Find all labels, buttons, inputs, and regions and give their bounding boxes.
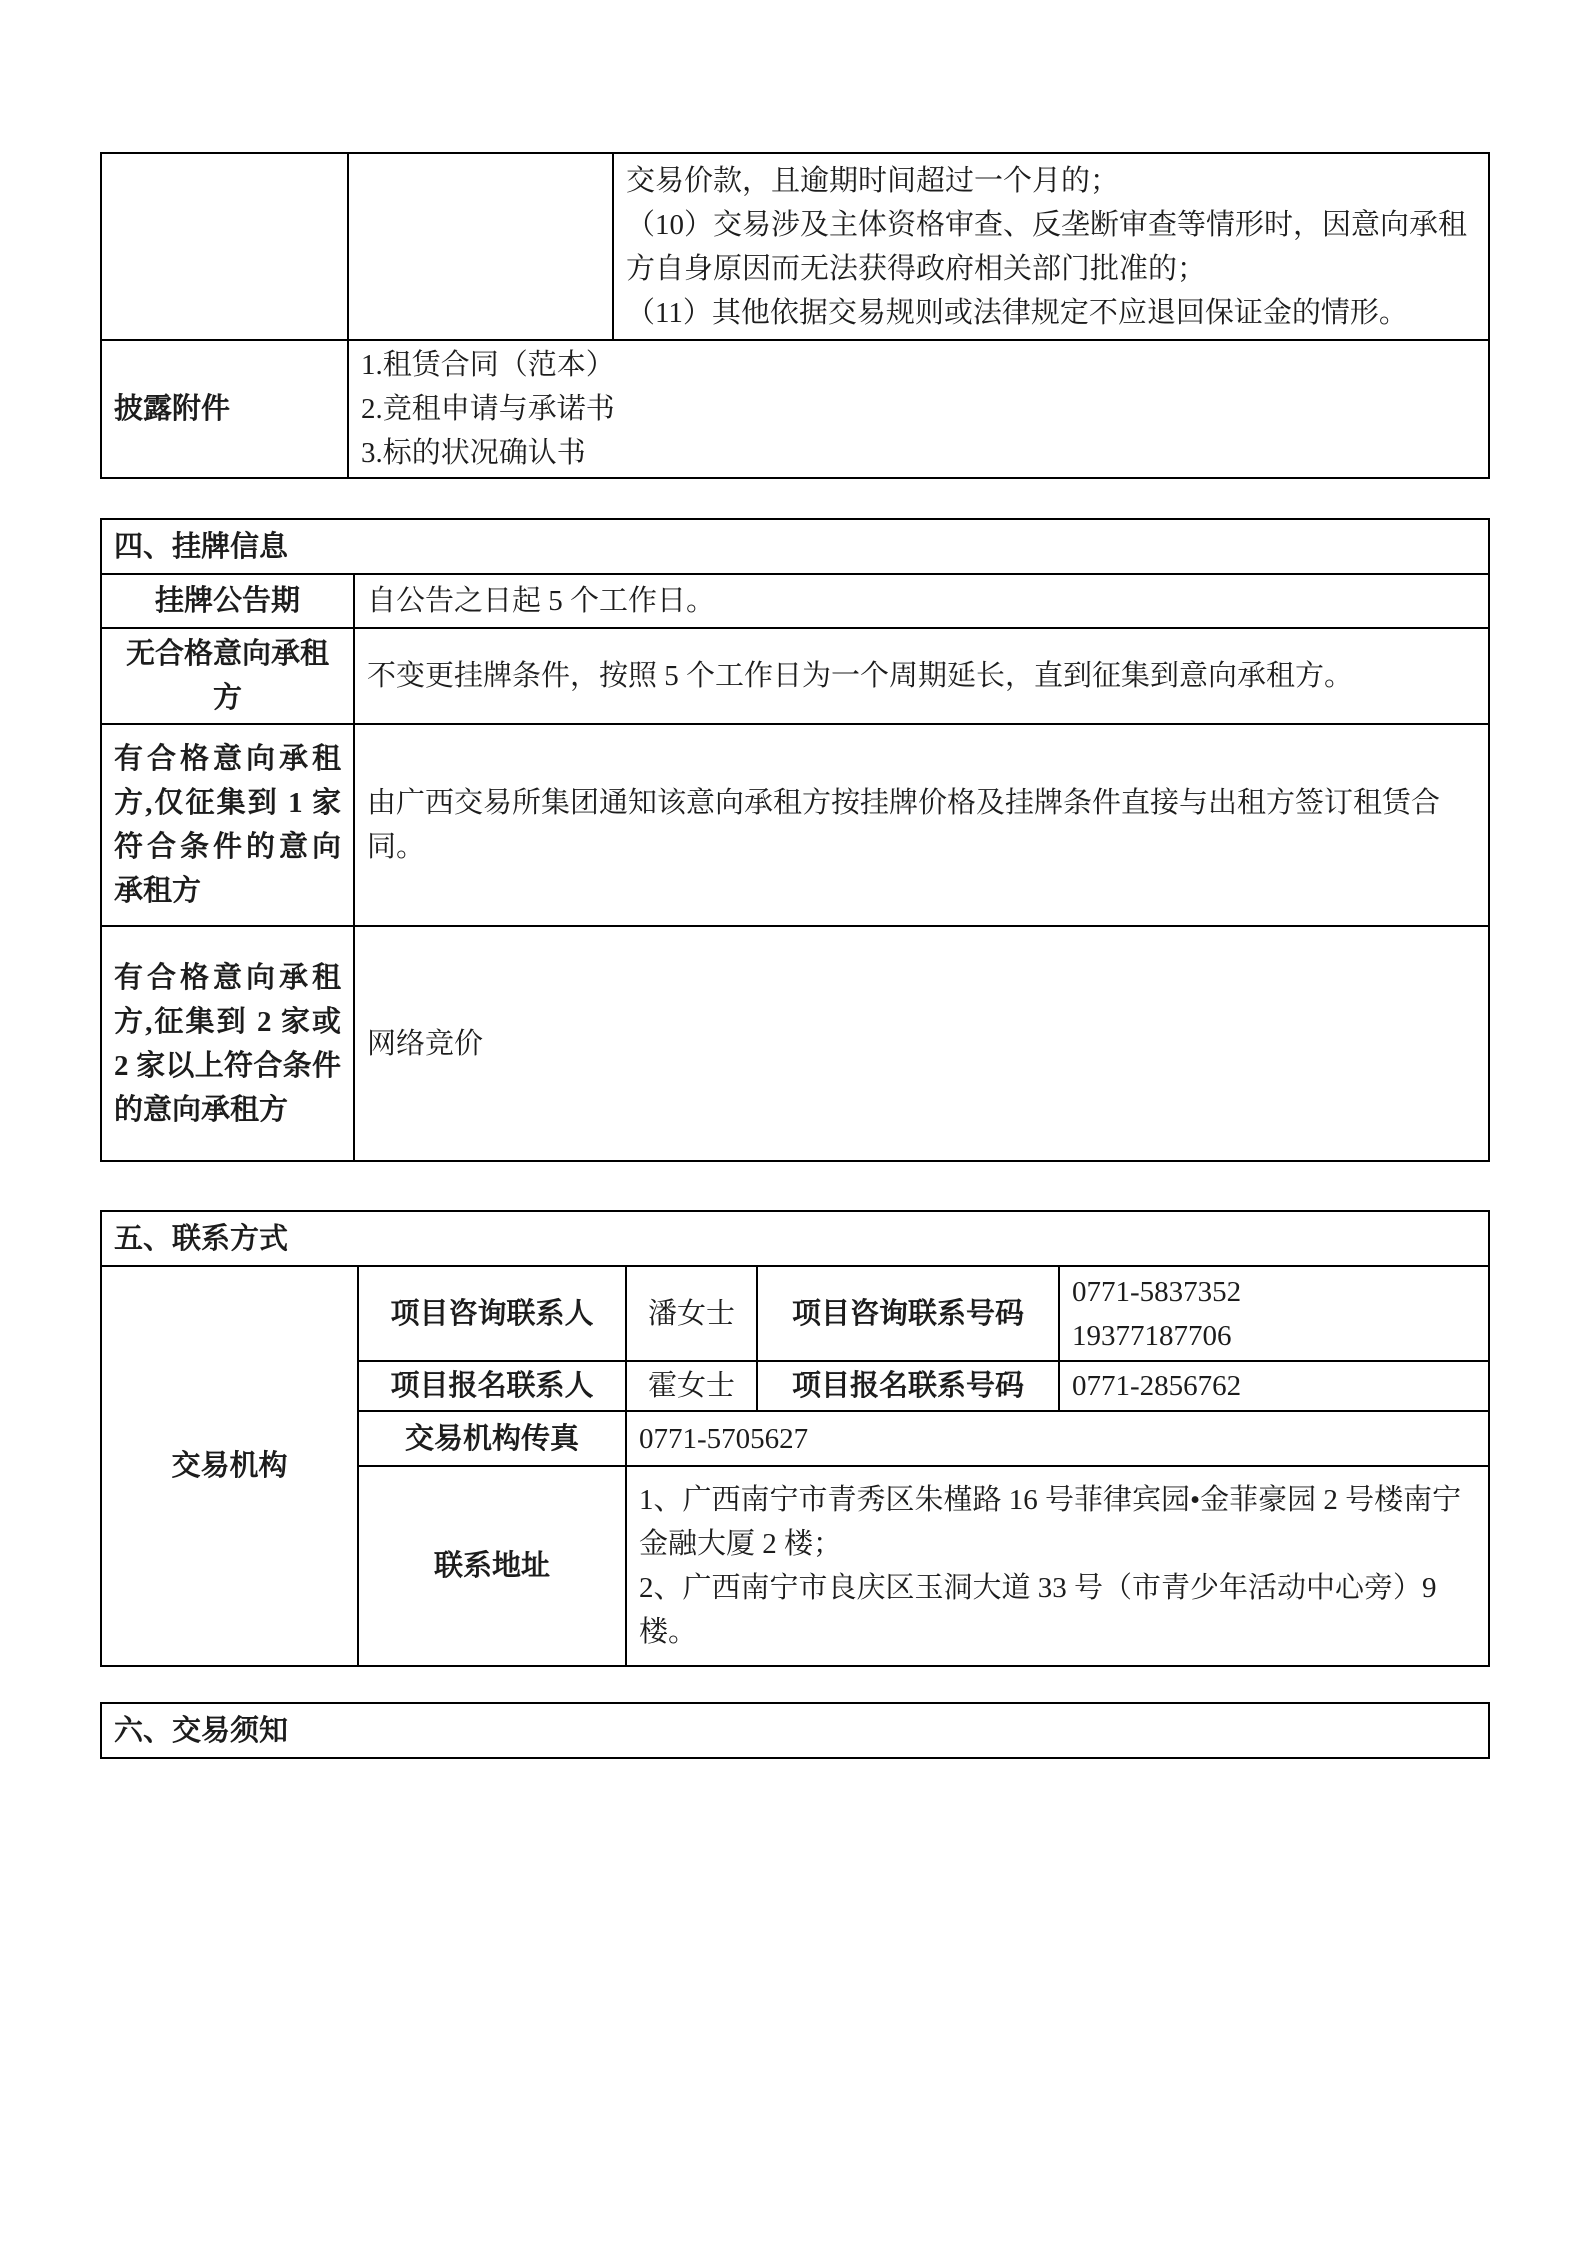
- consult-contact-row: [101, 1266, 1489, 1361]
- signup-phone-number-cell: 0771-2856762: [1059, 1361, 1489, 1411]
- listing-section-header-row: [101, 519, 1489, 574]
- empty-label-cell: [101, 153, 348, 340]
- notice-section-header-row: [101, 1703, 1489, 1758]
- one-qualified-tenant-row: [101, 724, 1489, 926]
- no-qualified-tenant-label-cell: 无合格意向承租方: [101, 628, 354, 724]
- consult-contact-label-cell: 项目咨询联系人: [358, 1266, 626, 1361]
- org-label-cell: 交易机构: [101, 1266, 358, 1666]
- deposit-clause-cell: 交易价款，且逾期时间超过一个月的； （10）交易涉及主体资格审查、反垄断审查等情形时，因意向承租方自身原因而无法获得政府相关部门批准的； （11）其他依据交易规则或法律规定不应退回保证金的情形。: [613, 153, 1489, 340]
- signup-contact-name-cell: 霍女士: [626, 1361, 757, 1411]
- multiple-qualified-tenant-content-cell: 网络竞价: [354, 926, 1489, 1161]
- listing-period-label-cell: 挂牌公告期: [101, 574, 354, 628]
- no-qualified-tenant-row: [101, 628, 1489, 724]
- listing-period-content-cell: 自公告之日起 5 个工作日。: [354, 574, 1489, 628]
- disclosure-attachments-row: [101, 340, 1489, 478]
- contact-info-table: [100, 1210, 1490, 1667]
- consult-contact-name-cell: 潘女士: [626, 1266, 757, 1361]
- deposit-clause-row: [101, 153, 1489, 340]
- fax-label-cell: 交易机构传真: [358, 1411, 626, 1466]
- signup-phone-label-cell: 项目报名联系号码: [757, 1361, 1059, 1411]
- contact-section-title: 五、联系方式: [101, 1211, 1489, 1266]
- listing-info-table: [100, 518, 1490, 1162]
- one-qualified-tenant-content-cell: 由广西交易所集团通知该意向承租方按挂牌价格及挂牌条件直接与出租方签订租赁合同。: [354, 724, 1489, 926]
- listing-section-title: 四、挂牌信息: [101, 519, 1489, 574]
- fax-number-cell: 0771-5705627: [626, 1411, 1489, 1466]
- consult-phone-numbers-cell: 0771-5837352 19377187706: [1059, 1266, 1489, 1361]
- one-qualified-tenant-label-cell: 有合格意向承租方,仅征集到 1 家符合条件的意向承租方: [101, 724, 354, 926]
- notice-section-title: 六、交易须知: [101, 1703, 1489, 1758]
- notice-section-table: [100, 1702, 1490, 1759]
- address-label-cell: 联系地址: [358, 1466, 626, 1666]
- carryover-table: [100, 152, 1490, 479]
- empty-sublabel-cell: [348, 153, 613, 340]
- consult-phone-label-cell: 项目咨询联系号码: [757, 1266, 1059, 1361]
- no-qualified-tenant-content-cell: 不变更挂牌条件，按照 5 个工作日为一个周期延长，直到征集到意向承租方。: [354, 628, 1489, 724]
- disclosure-label-cell: 披露附件: [101, 340, 348, 478]
- multiple-qualified-tenant-row: [101, 926, 1489, 1161]
- address-content-cell: 1、广西南宁市青秀区朱槿路 16 号菲律宾园•金菲豪园 2 号楼南宁金融大厦 2 楼； 2、广西南宁市良庆区玉洞大道 33 号（市青少年活动中心旁）9 楼。: [626, 1466, 1489, 1666]
- signup-contact-label-cell: 项目报名联系人: [358, 1361, 626, 1411]
- listing-period-row: [101, 574, 1489, 628]
- disclosure-list-cell: 1.租赁合同（范本） 2.竞租申请与承诺书 3.标的状况确认书: [348, 340, 1489, 478]
- contact-section-header-row: [101, 1211, 1489, 1266]
- multiple-qualified-tenant-label-cell: 有合格意向承租方,征集到 2 家或 2 家以上符合条件的意向承租方: [101, 926, 354, 1161]
